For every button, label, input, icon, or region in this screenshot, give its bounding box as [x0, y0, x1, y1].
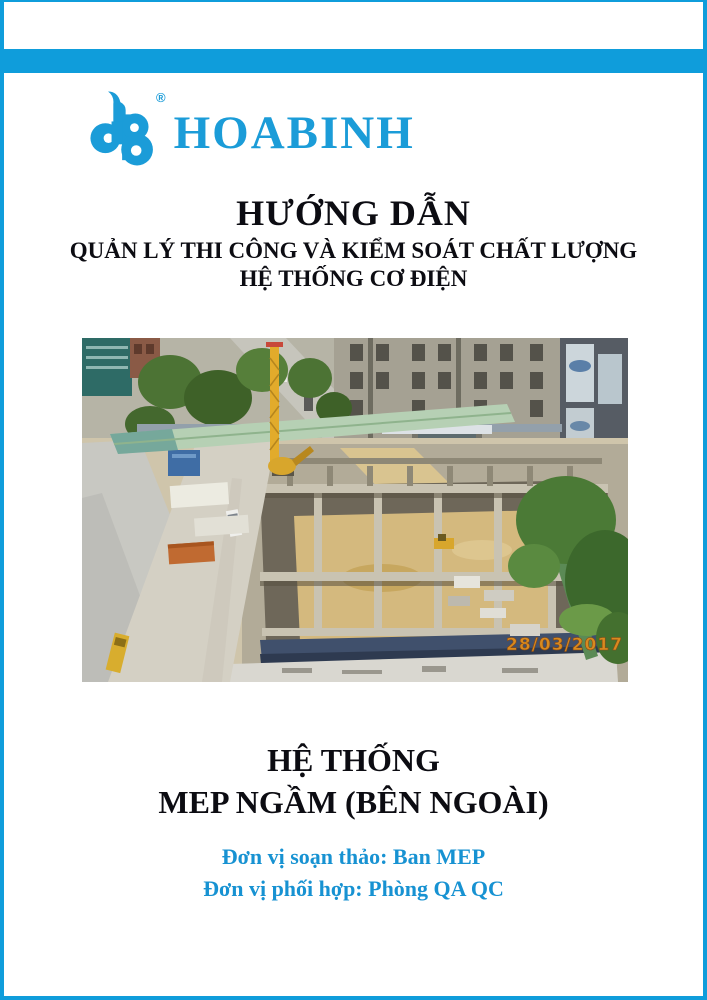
registered-trademark-symbol: ®	[156, 90, 166, 105]
top-accent-band	[4, 49, 703, 73]
coordinated-by-line: Đơn vị phối hợp: Phòng QA QC	[203, 876, 504, 901]
document-subtitle-line1: QUẢN LÝ THI CÔNG VÀ KIỂM SOÁT CHẤT LƯỢNG	[69, 238, 638, 263]
document-title: HƯỚNG DẪN	[236, 193, 471, 233]
hoabinh-logo-mark	[82, 88, 164, 176]
system-title-line1: HỆ THỐNG	[267, 742, 440, 778]
hoabinh-logo	[82, 88, 415, 178]
brand-name: HOABINH	[173, 107, 415, 159]
photo-timestamp: 28/03/2017	[506, 635, 624, 655]
document-subtitle-line2: HỆ THỐNG CƠ ĐIỆN	[239, 266, 468, 291]
system-title-line2: MEP NGẦM (BÊN NGOÀI)	[158, 784, 549, 820]
prepared-by-line: Đơn vị soạn thảo: Ban MEP	[221, 844, 486, 869]
construction-site-aerial-photo	[82, 338, 628, 682]
